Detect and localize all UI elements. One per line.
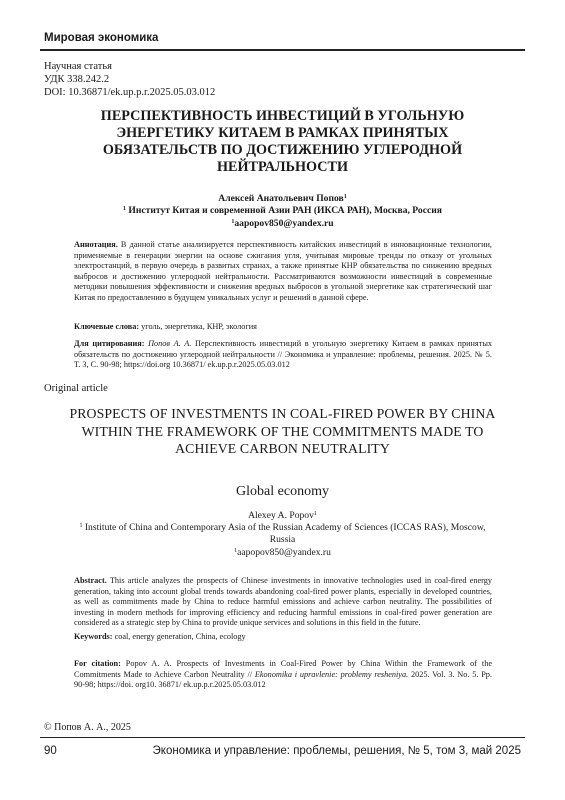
title-russian <box>40 108 525 176</box>
keywords-ru-text: уголь, энергетика, КНР, экология <box>139 322 257 331</box>
keywords-ru <box>74 322 492 333</box>
affiliation-ru-text: Институт Китая и современной Азии РАН (ИКСА РАН), Москва, Россия <box>126 205 442 217</box>
author-sup: 1 <box>343 194 347 200</box>
affiliation-ru <box>40 205 525 217</box>
email-ru-text: aapopov850@yandex.ru <box>234 217 334 229</box>
page-number: 90 <box>44 745 57 757</box>
keywords-en-label: Keywords: <box>74 632 113 641</box>
email-sup: 1 <box>231 218 235 225</box>
doi: DOI: 10.36871/ek.up.p.r.2025.05.03.012 <box>44 87 216 98</box>
title-english <box>30 405 535 458</box>
article-type: Научная статья <box>44 61 112 72</box>
author-name-ru <box>40 193 525 205</box>
article-meta <box>44 60 215 99</box>
author-name-en <box>40 510 525 522</box>
title-en-line: WITHIN THE FRAMEWORK OF THE COMMITMENTS MADE TO <box>81 423 484 439</box>
affiliation-sup: 1 <box>123 206 127 213</box>
abstract-en <box>74 576 492 629</box>
abstract-en-text: This article analyzes the prospects of Chinese investments in innovative technologies used in coal-fired energy generation, taking into account global trends towards abandoning coal-fired power plants, especially in developed countries, as well as commitments made by China to reduce harmful emissions and achieve carbon neutrality. The possibilities of investing in modern methods for improving efficiency and reducing harmful emissions in coal-fired power generation are considered as a strategic step by China to provide unique services and solutions in this field in the future. <box>74 576 492 628</box>
affiliation-en-line2: Russia <box>269 534 296 546</box>
title-ru-line: ЭНЕРГЕТИКУ КИТАЕМ В РАМКАХ ПРИНЯТЫХ <box>116 125 449 141</box>
copyright-notice: © Попов А. А., 2025 <box>44 722 131 733</box>
email-ru <box>40 218 525 230</box>
keywords-ru-label: Ключевые слова: <box>74 322 140 331</box>
abstract-en-label: Abstract. <box>74 576 107 585</box>
keywords-en-text: coal, energy generation, China, ecology <box>112 632 246 641</box>
author-en-sup: 1 <box>313 511 317 517</box>
keywords-en <box>74 632 492 643</box>
header-divider <box>40 49 525 51</box>
title-en-line: ACHIEVE CARBON NEUTRALITY <box>175 441 390 456</box>
abstract-ru <box>74 240 492 304</box>
email-en <box>40 547 525 559</box>
citation-ru <box>74 339 492 371</box>
citation-ru-author: Попов А. А. <box>144 339 192 348</box>
citation-en-label: For citation: <box>74 659 121 668</box>
affiliation-en-sup: 1 <box>79 523 83 530</box>
author-block-ru <box>40 193 525 230</box>
section-rubric: Мировая экономика <box>44 32 159 44</box>
affiliation-en-text: Institute of China and Contemporary Asia of the Russian Academy of Sciences (ICCAS RAS), Moscow, <box>82 522 486 534</box>
title-ru-line: ПЕРСПЕКТИВНОСТЬ ИНВЕСТИЦИЙ В УГОЛЬНУЮ <box>100 108 465 124</box>
affiliation-en <box>40 522 525 534</box>
author-name-en-text: Alexey A. Popov <box>248 510 314 521</box>
citation-en-text-b: 2025. Vol. 3. No. 5. Pp. 90-98; https://doi. org10. 36871/ ek.up.p.r.2025.05.03.012 <box>74 669 492 690</box>
footer-divider <box>40 737 525 738</box>
citation-en-journal: Ekonomika i upravlenie: problemy resheniya. <box>254 669 409 679</box>
abstract-ru-text: В данной статье анализируется перспективность китайских инвестиций в инновационные технологии, применяемые в генерации энергии на основе сжигания угля, учитывая мировые тренды по отказу от угольных электростанций, в первую очередь в развитых странах, а также принятые КНР обязательства по снижению вредных выбросов и достижению углеродной нейтральности. Рассматриваются возможности инвестиций в современные методики повышения эффективности и снижения вредных выбросов в угольной энергетике как стратегический шаг Китая по предоставлению в будущем уникальных услуг и решений в данной сфере. <box>74 240 492 302</box>
citation-en-text-a: Popov A. A. Prospects of Investments in Coal-Fired Power by China Within the Framework of the Commitments Made to Achieve Carbon Neutrality // <box>74 659 492 679</box>
title-ru-line: НЕЙТРАЛЬНОСТИ <box>216 159 349 175</box>
abstract-ru-label: Аннотация. <box>74 240 118 249</box>
title-en-line: PROSPECTS OF INVESTMENTS IN COAL-FIRED POWER BY CHINA <box>69 406 496 421</box>
email-en-text: aapopov850@yandex.ru <box>237 546 331 558</box>
citation-ru-text: Перспективность инвестиций в угольную энергетику Китаем в рамках принятых обязательств по достижению углеродной нейтральности // Экономика и управление: проблемы, решения. 2025. № 5. Т. 3, С. 90-98; https://doi.org 10.36871/ ek.up.p.r.2025.05.03.012 <box>74 339 492 370</box>
email-en-sup: 1 <box>234 547 238 554</box>
author-block-en <box>40 510 525 559</box>
section-english: Global economy <box>236 484 329 499</box>
footer-journal-title: Экономика и управление: проблемы, решения, № 5, том 3, май 2025 <box>152 745 521 757</box>
citation-ru-label: Для цитирования: <box>74 339 145 348</box>
udk-code: УДК 338.242.2 <box>44 74 110 85</box>
author-name-ru-text: Алексей Анатольевич Попов <box>218 193 344 204</box>
original-article-label: Original article <box>44 383 108 394</box>
title-ru-line: ОБЯЗАТЕЛЬСТВ ПО ДОСТИЖЕНИЮ УГЛЕРОДНОЙ <box>102 142 463 158</box>
citation-en <box>74 659 492 691</box>
